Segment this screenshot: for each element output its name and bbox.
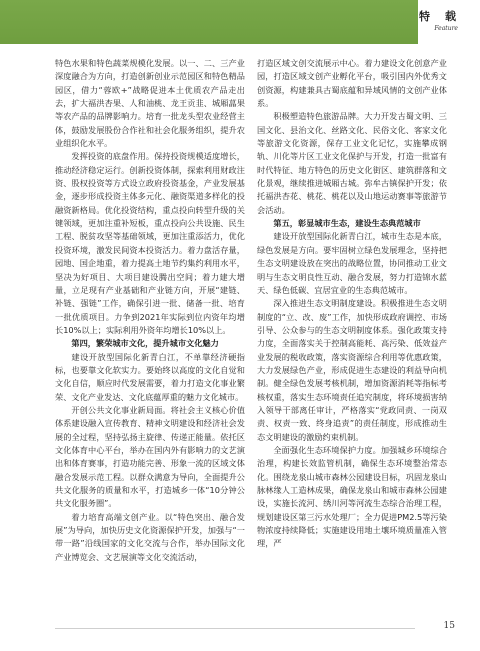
paragraph: 着力培育高端文创产业。以“特色突出、融合发展”为导向，加快历史文化资源保护开发，加强与“一带一路”沿线国家的文化交流与合作，举办国际文化产业博览会、文艺展演等文化交流活动，	[55, 511, 245, 562]
paragraph: 建设开放型国际化新青白江，不单靠经济硬指标，也要靠文化软实力。要始终以高度的文化自觉和文化自信，顺应时代发展需要，着力打造文化事业繁荣、文化产业发达、文化底蕴厚重的魅力文化城市。	[55, 351, 245, 402]
paragraph: 开创公共文化事业新局面。将社会主义核心价值体系建设融入宣传教育、精神文明建设和经济社会发展的全过程，坚持弘扬主旋律、传递正能量。依托区文化体育中心平台，举办在国内外有影响力的文艺演出和体育赛事，打造功能完善、形象一流的区域文体融合发展示范工程。以群众满意为导向，全面提升公共文化服务的质量和水平，打造城乡一体“10分钟公共文化服务圈”。	[55, 404, 245, 509]
left-text-column	[55, 57, 245, 564]
section-title-cn: 特 载	[419, 10, 458, 23]
subheading: 第四，繁荣城市文化，提升城市文化魅力	[71, 338, 219, 349]
green-header-band	[0, 0, 418, 44]
section-header	[419, 8, 458, 32]
page-number: 15	[443, 621, 455, 631]
subheading: 第五，彰显城市生态，建设生态典范城市	[273, 218, 421, 229]
paragraph: 积极塑造特色旅游品牌。大力开发古蜀文明、三国文化、县治文化、丝路文化、民俗文化、客家文化等旅游文化资源，保存工业文化记忆，实施攀成钢轨、川化等片区工业文化保护与开发，打造一批富有时代特征、地方特色的历史文化街区、建筑群落和文化景观，继续推进城厢古城。弥牟古镇保护开发；依托福洪杏花、桃花、桃花以及山地运动赛事等旅游节会活动。	[257, 111, 447, 215]
right-text-column	[257, 57, 447, 551]
top-banner	[0, 0, 480, 42]
section-title-en: Feature	[434, 25, 458, 32]
footer-rule	[55, 628, 415, 629]
paragraph: 深入推进生态文明制度建设。积极推进生态文明制度的“立、改、废”工作，加快形成政府调控、市场引导、公众参与的生态文明制度体系。强化政策支持力度，全面落实关于控制高能耗、高污染、低效益产业发展的税收政策，落实资源综合利用等优惠政策，大力发展绿色产业，形成促进生态建设的利益导向机制。健全绿色发展考核机制，增加资源消耗等指标考核权重，落实生态环境责任追究制度，将环境损害纳入领导干部离任审计，严格落实“党政同责、一岗双责、权责一致、终身追责”的责任制度，形成推动生态文明建设的激励约束机制。	[257, 298, 447, 442]
paragraph: 建设开放型国际化新青白江，城市生态是本底，绿色发展是方向。要牢固树立绿色发展理念，坚持把生态文明建设放在突出的战略位置，协同推动工业文明与生态文明良性互动、融合发展，努力打造锦水蓝天、绿色低碳、宜居宜业的生态典范城市。	[257, 231, 447, 295]
paragraph: 全面强化生态环境保护力度。加强城乡环境综合治理，构建长效监管机制，确保生态环境整治常态化。围绕龙泉山城市森林公园建设目标，巩固龙泉山脉林缘人工造林成果，确保龙泉山和城市森林公园建设，实施长流河、绣川河等河流生态综合治理工程，规划建设区第三污水处理厂；全力促进PM2.5等污染物浓度持续降低；实施建设用地土壤环境质量准入管理，严	[257, 444, 447, 549]
paragraph: 打造区域文创交流展示中心。着力建设文化创意产业园，打造区域文创产业孵化平台，吸引国内外优秀文创资源，构建兼具古蜀底蕴和异域风情的文创产业体系。	[257, 58, 447, 109]
paragraph: 特色水果和特色蔬菜规模化发展。以一、二、三产业深度融合为方向，打造创新创业示范园区和特色精品园区，借力“蓉欧+”战略促进本土优质农产品走出去，扩大福洪杏果、人和油桃、龙王贡韭、城厢蕌果等农产品的品牌影响力。培育一批龙头型农业经营主体，鼓励发展股份合作社和社会化服务组织，提升农业组织化水平。	[55, 58, 245, 149]
paragraph: 发挥投资的底盘作用。保持投资规模适度增长，推动经济稳定运行。创新投资体制，探索利用财政注资、股权投资等方式设立政府投资基金，产业发展基金，逐步形成投资主体多元化、融资渠道多样化的投融资新格局。优化投资结构，重点投向转型升级的关键领域，更加注重补短板，重点投向公共设施、民生工程、脱贫攻坚等基础领域，更加注重添活力，优化投资环境，激发民间资本投资活力。着力盘活存量，园地、国企地重，着力提高土地节约集约利用水平，坚决为好项目、大项目建设腾出空间；着力建大增量，立足现有产业基础和产业链方向，开展“建链、补链、强链”工作，确保引进一批、储备一批、培育一批优质项目。力争到2021年实际到位内资年均增长10%以上；实际利用外资年均增长10%以上。	[55, 151, 245, 335]
